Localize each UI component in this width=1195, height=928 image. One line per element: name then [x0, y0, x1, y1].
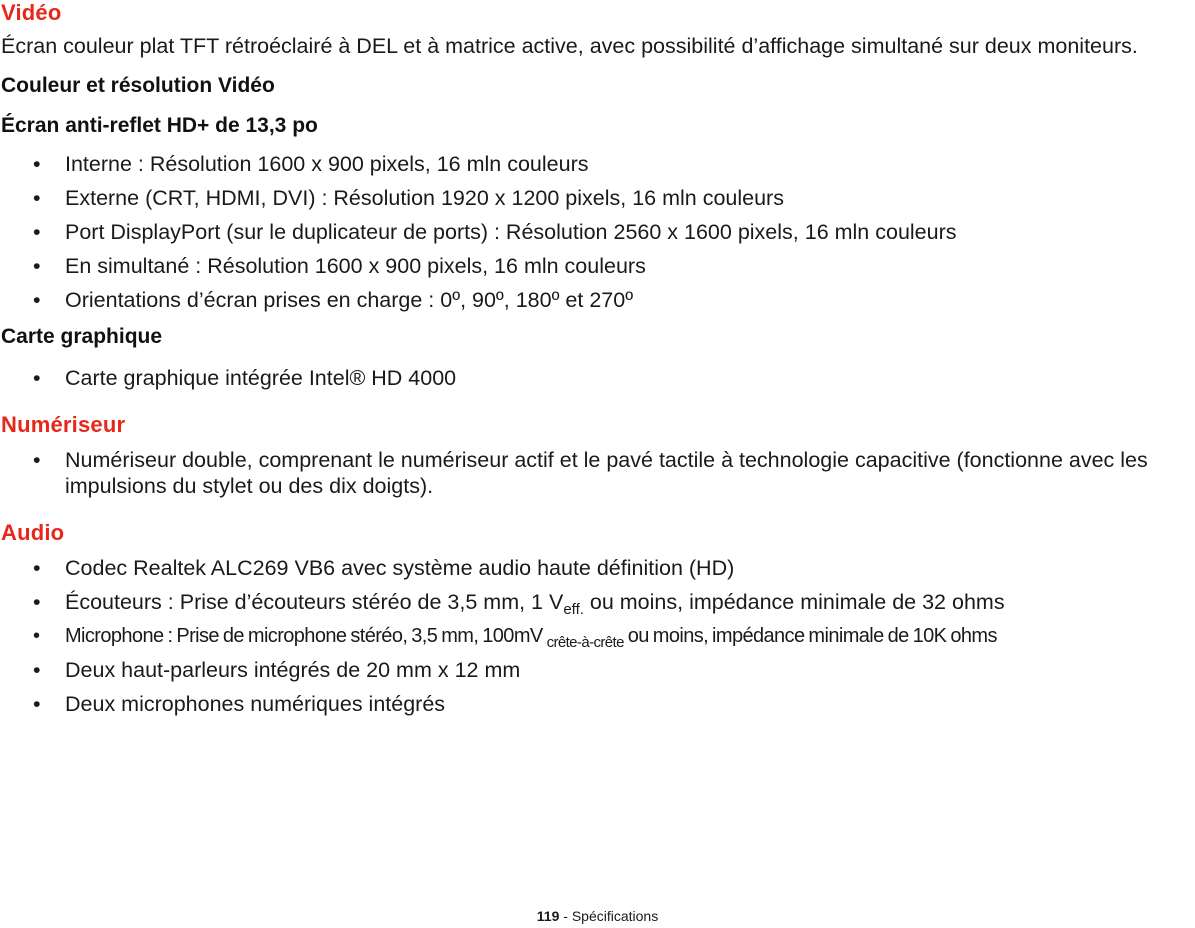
bullet-icon: • [33, 152, 41, 176]
list-item: • Orientations d’écran prises en charge : 0º, 90º, 180º et 270º [33, 288, 634, 312]
list-item: • Codec Realtek ALC269 VB6 avec système audio haute définition (HD) [33, 556, 735, 580]
bullet-icon: • [33, 288, 41, 312]
bullet-icon: • [33, 220, 41, 244]
bullet-icon: • [33, 590, 41, 614]
page-footer [0, 908, 1195, 924]
bullet-icon: • [33, 625, 40, 647]
bullet-icon: • [33, 692, 41, 716]
bullet-icon: • [33, 556, 41, 580]
bullet-icon: • [33, 366, 41, 390]
section-title-digitizer: Numériseur [1, 412, 126, 437]
list-item: • Carte graphique intégrée Intel® HD 4000 [33, 366, 457, 390]
list-item: • En simultané : Résolution 1600 x 900 pixels, 16 mln couleurs [33, 254, 646, 278]
list-item: • Microphone : Prise de microphone stéréo, 3,5 mm, 100mV $_{crête-à-crête}$ ou moins, impédance minimale de 10K ohms [33, 625, 997, 651]
list-item: • Externe (CRT, HDMI, DVI) : Résolution 1920 x 1200 pixels, 16 mln couleurs [33, 186, 784, 210]
bullet-icon: • [33, 254, 41, 278]
video-resolution-list [0, 151, 957, 321]
bullet-icon: • [33, 658, 41, 682]
bullet-icon: • [33, 186, 41, 210]
list-item: • Écouteurs : Prise d’écouteurs stéréo de 3,5 mm, 1 $V_{eff.}$ ou moins, impédance minimale de 32 ohms [33, 590, 1005, 618]
color-resolution-heading: Couleur et résolution Vidéo [1, 74, 275, 97]
video-description: Écran couleur plat TFT rétroéclairé à DEL et à matrice active, avec possibilité d’affichage simultané sur deux moniteurs. [1, 34, 1138, 58]
section-title-audio: Audio [1, 520, 65, 545]
graphics-list [0, 365, 456, 391]
list-item: • Interne : Résolution 1600 x 900 pixels, 16 mln couleurs [33, 152, 589, 176]
bullet-icon: • [33, 448, 41, 472]
list-item: • Port DisplayPort (sur le duplicateur de ports) : Résolution 2560 x 1600 pixels, 16 mln couleurs [33, 220, 957, 244]
list-item: • Numériseur double, comprenant le numériseur actif et le pavé tactile à technologie capacitive (fonctionne avec les impulsions du stylet ou des dix doigts). [33, 448, 1148, 498]
list-item: • Deux microphones numériques intégrés [33, 692, 446, 716]
page-number: 119 [536, 908, 560, 924]
screen-heading: Écran anti-reflet HD+ de 13,3 po [1, 114, 318, 137]
audio-list [0, 555, 1005, 725]
list-item: • Deux haut-parleurs intégrés de 20 mm x 12 mm [33, 658, 521, 682]
graphics-heading: Carte graphique [1, 325, 163, 348]
digitizer-list [0, 447, 1195, 499]
footer-section-label: - Spécifications [559, 908, 659, 924]
section-title-video: Vidéo [1, 0, 62, 25]
